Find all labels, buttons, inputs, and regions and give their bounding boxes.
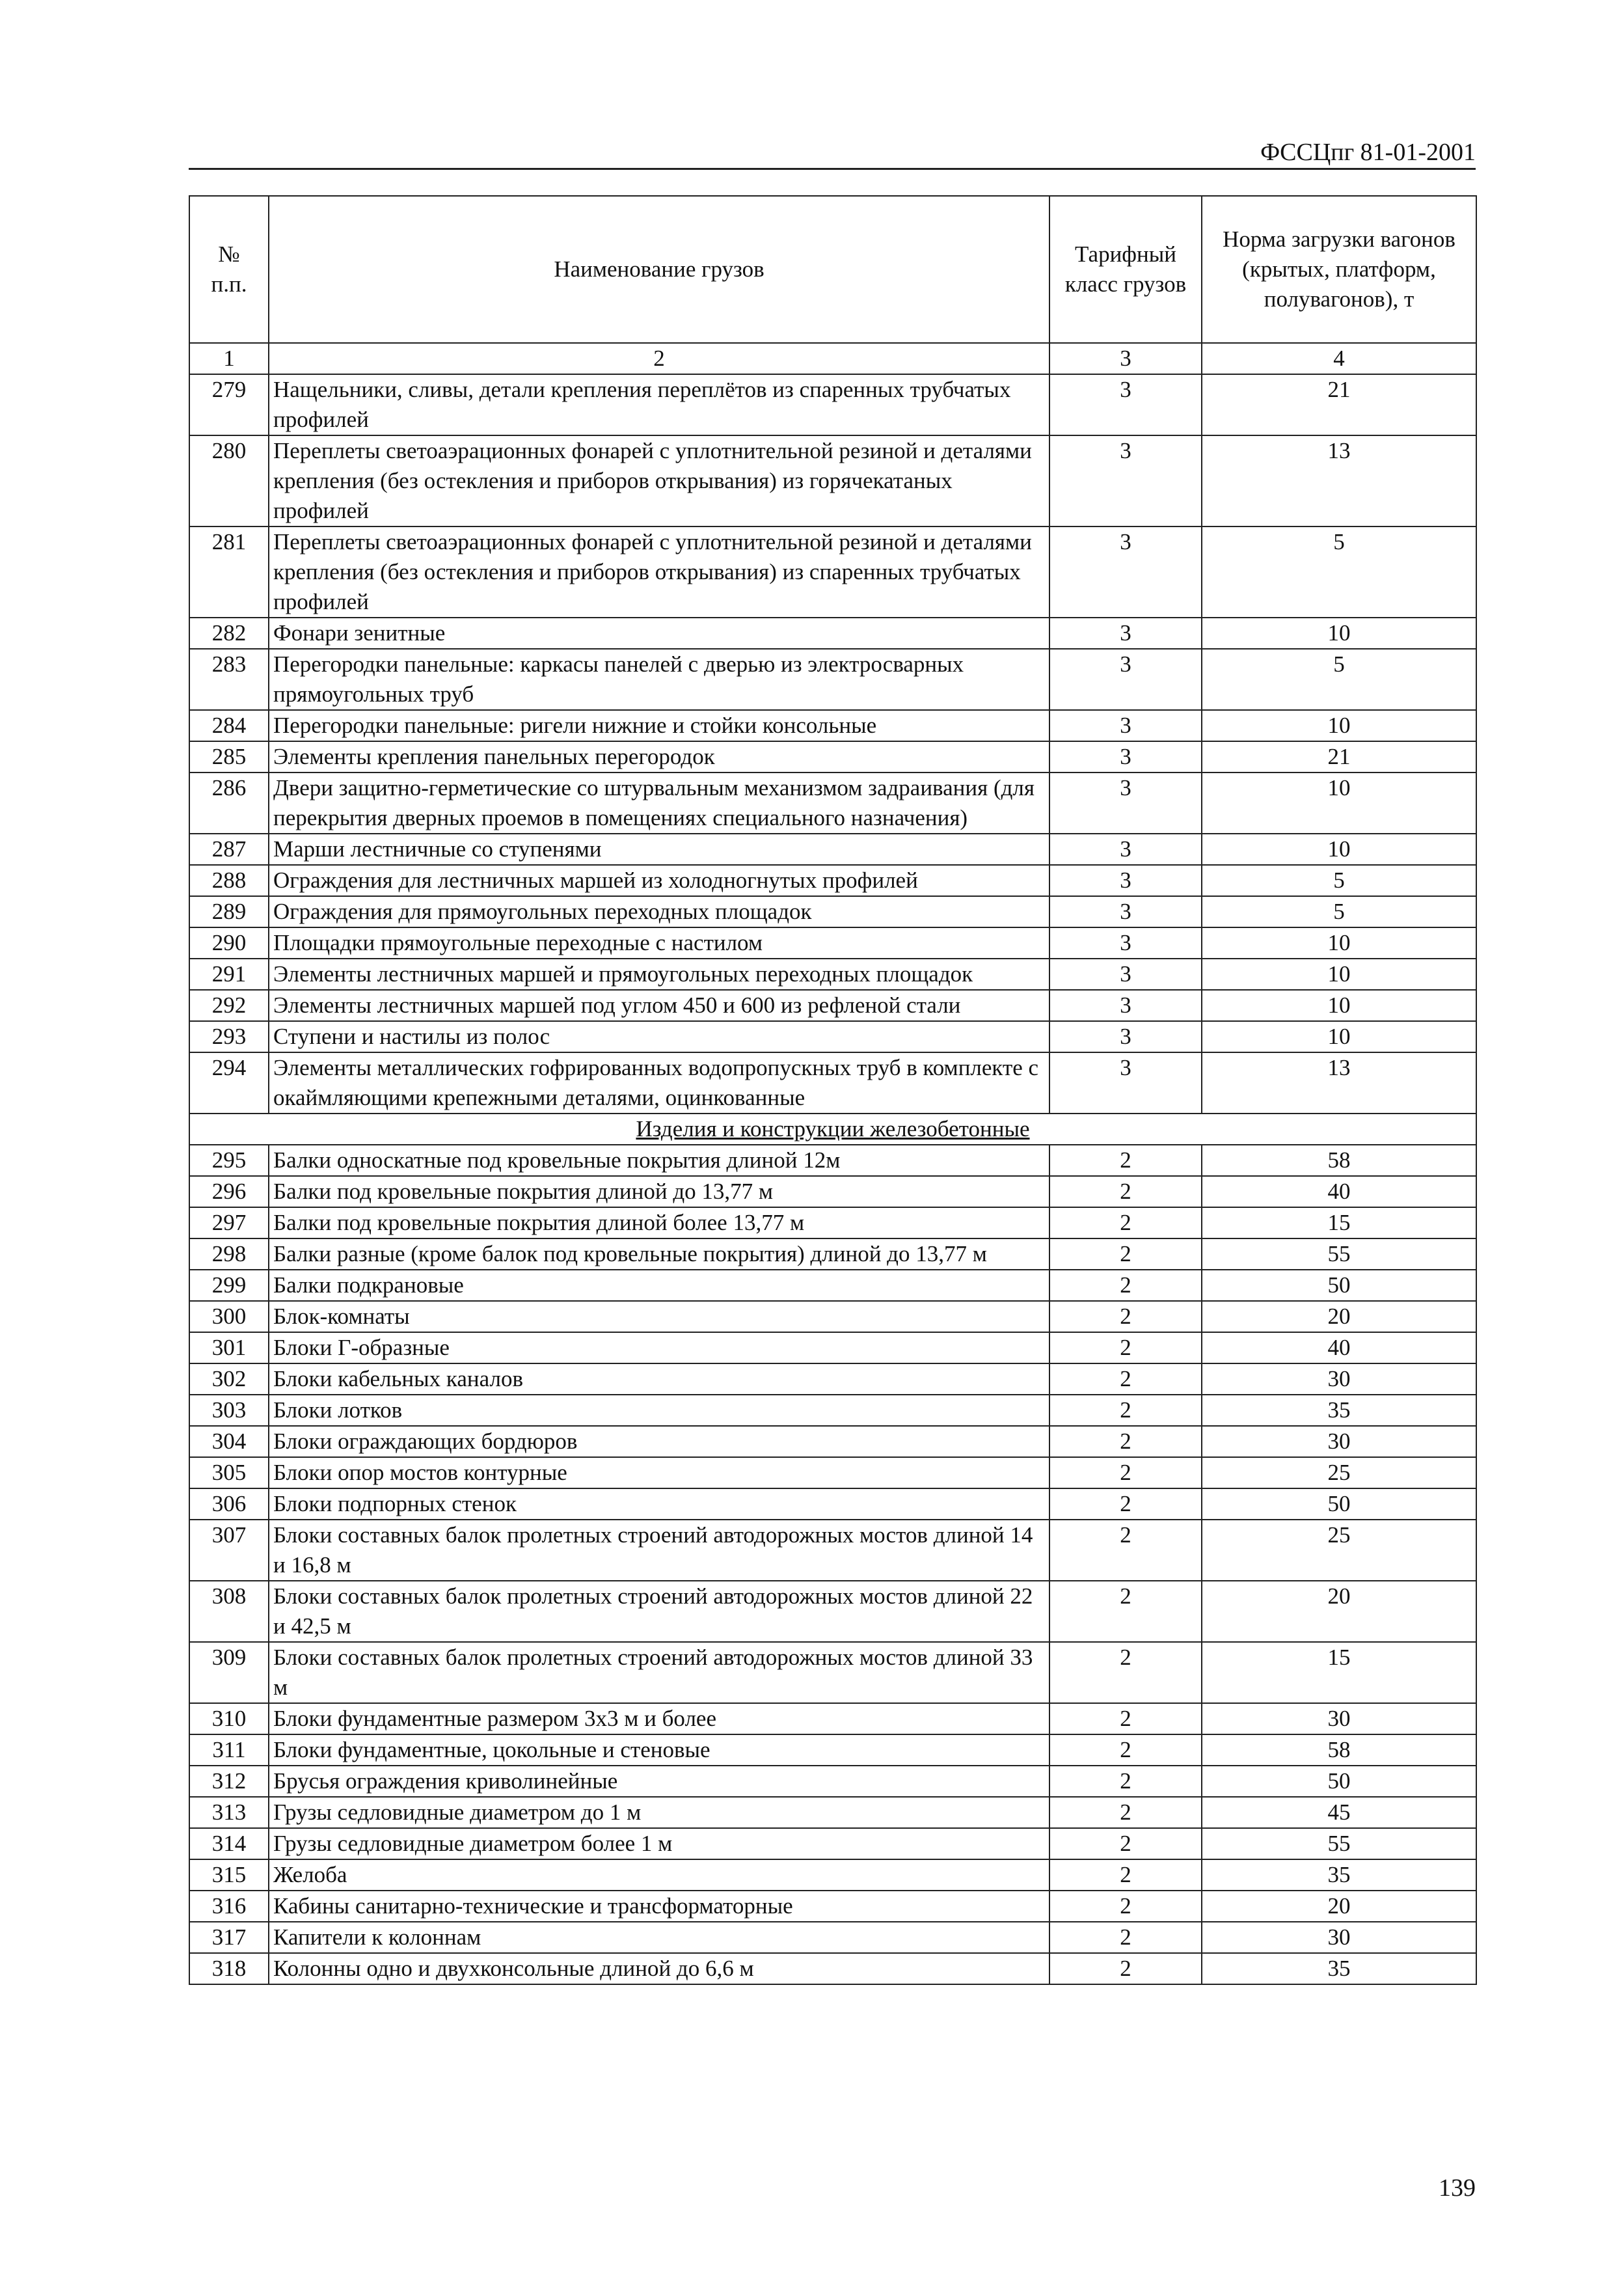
tariff-class: 2 — [1049, 1301, 1202, 1332]
row-number: 290 — [189, 927, 269, 959]
row-number: 281 — [189, 526, 269, 618]
row-number: 306 — [189, 1488, 269, 1520]
row-number: 309 — [189, 1642, 269, 1703]
header-num: № п.п. — [189, 196, 269, 343]
cargo-name: Блоки подпорных стенок — [269, 1488, 1049, 1520]
table-row — [189, 1363, 1476, 1395]
row-number: 314 — [189, 1828, 269, 1859]
row-number: 298 — [189, 1238, 269, 1270]
cargo-name: Элементы лестничных маршей и прямоугольных переходных площадок — [269, 959, 1049, 990]
load-norm: 20 — [1202, 1581, 1476, 1642]
row-number: 300 — [189, 1301, 269, 1332]
load-norm: 10 — [1202, 773, 1476, 834]
row-number: 283 — [189, 649, 269, 710]
table-row — [189, 1207, 1476, 1238]
load-norm: 30 — [1202, 1922, 1476, 1953]
table-row — [189, 927, 1476, 959]
tariff-class: 2 — [1049, 1457, 1202, 1488]
cargo-name: Переплеты светоаэрационных фонарей с уплотнительной резиной и деталями крепления (без остекления и приборов открывания) из горячекатаных профилей — [269, 435, 1049, 526]
tariff-class: 2 — [1049, 1332, 1202, 1363]
table-row — [189, 959, 1476, 990]
table-row — [189, 1488, 1476, 1520]
table-row — [189, 618, 1476, 649]
load-norm: 35 — [1202, 1953, 1476, 1984]
table-row — [189, 865, 1476, 896]
table-row — [189, 1332, 1476, 1363]
load-norm: 58 — [1202, 1145, 1476, 1176]
column-number: 3 — [1049, 343, 1202, 374]
tariff-class: 3 — [1049, 990, 1202, 1021]
row-number: 280 — [189, 435, 269, 526]
cargo-table — [189, 195, 1477, 1985]
table-row — [189, 896, 1476, 927]
row-number: 295 — [189, 1145, 269, 1176]
row-number: 286 — [189, 773, 269, 834]
cargo-name: Грузы седловидные диаметром до 1 м — [269, 1797, 1049, 1828]
table-row — [189, 1642, 1476, 1703]
section-title: Изделия и конструкции железобетонные — [189, 1114, 1476, 1145]
table-row — [189, 649, 1476, 710]
tariff-class: 2 — [1049, 1520, 1202, 1581]
cargo-name: Блоки фундаментные, цокольные и стеновые — [269, 1734, 1049, 1766]
load-norm: 5 — [1202, 526, 1476, 618]
load-norm: 13 — [1202, 435, 1476, 526]
table-row — [189, 1145, 1476, 1176]
table-row — [189, 1301, 1476, 1332]
cargo-name: Блоки ограждающих бордюров — [269, 1426, 1049, 1457]
load-norm: 10 — [1202, 927, 1476, 959]
load-norm: 50 — [1202, 1766, 1476, 1797]
cargo-name: Площадки прямоугольные переходные с настилом — [269, 927, 1049, 959]
row-number: 292 — [189, 990, 269, 1021]
cargo-name: Грузы седловидные диаметром более 1 м — [269, 1828, 1049, 1859]
table-header — [189, 196, 1476, 374]
row-number: 318 — [189, 1953, 269, 1984]
table-row — [189, 1797, 1476, 1828]
cargo-name: Блоки лотков — [269, 1395, 1049, 1426]
table-row — [189, 1426, 1476, 1457]
tariff-class: 2 — [1049, 1395, 1202, 1426]
tariff-class: 2 — [1049, 1859, 1202, 1891]
cargo-name: Блок-комнаты — [269, 1301, 1049, 1332]
cargo-name: Ограждения для лестничных маршей из холодногнутых профилей — [269, 865, 1049, 896]
cargo-name: Блоки составных балок пролетных строений автодорожных мостов длиной 22 и 42,5 м — [269, 1581, 1049, 1642]
load-norm: 15 — [1202, 1207, 1476, 1238]
row-number: 315 — [189, 1859, 269, 1891]
load-norm: 35 — [1202, 1859, 1476, 1891]
tariff-class: 3 — [1049, 773, 1202, 834]
load-norm: 21 — [1202, 374, 1476, 435]
column-number: 2 — [269, 343, 1049, 374]
document-code: ФССЦпг 81-01-2001 — [1260, 139, 1476, 166]
load-norm: 5 — [1202, 649, 1476, 710]
table-row — [189, 1922, 1476, 1953]
tariff-class: 3 — [1049, 741, 1202, 773]
load-norm: 10 — [1202, 834, 1476, 865]
cargo-name: Переплеты светоаэрационных фонарей с уплотнительной резиной и деталями крепления (без остекления и приборов открывания) из спаренных трубчатых профилей — [269, 526, 1049, 618]
rows-steel — [189, 374, 1476, 1114]
load-norm: 50 — [1202, 1270, 1476, 1301]
row-number: 282 — [189, 618, 269, 649]
tariff-class: 3 — [1049, 834, 1202, 865]
table-row — [189, 741, 1476, 773]
row-number: 316 — [189, 1891, 269, 1922]
load-norm: 45 — [1202, 1797, 1476, 1828]
tariff-class: 3 — [1049, 896, 1202, 927]
row-number: 313 — [189, 1797, 269, 1828]
cargo-name: Элементы крепления панельных перегородок — [269, 741, 1049, 773]
tariff-class: 3 — [1049, 1052, 1202, 1114]
table-row — [189, 1891, 1476, 1922]
table-row — [189, 435, 1476, 526]
tariff-class: 3 — [1049, 959, 1202, 990]
cargo-name: Перегородки панельные: каркасы панелей с дверью из электросварных прямоугольных труб — [269, 649, 1049, 710]
cargo-name: Перегородки панельные: ригели нижние и стойки консольные — [269, 710, 1049, 741]
row-number: 279 — [189, 374, 269, 435]
row-number: 311 — [189, 1734, 269, 1766]
tariff-class: 3 — [1049, 374, 1202, 435]
table-row — [189, 710, 1476, 741]
table-row — [189, 990, 1476, 1021]
table-row — [189, 1176, 1476, 1207]
cargo-name: Капители к колоннам — [269, 1922, 1049, 1953]
tariff-class: 3 — [1049, 435, 1202, 526]
cargo-name: Желоба — [269, 1859, 1049, 1891]
table-row — [189, 1457, 1476, 1488]
tariff-class: 2 — [1049, 1953, 1202, 1984]
row-number: 307 — [189, 1520, 269, 1581]
load-norm: 40 — [1202, 1332, 1476, 1363]
load-norm: 10 — [1202, 990, 1476, 1021]
table-row — [189, 374, 1476, 435]
row-number: 285 — [189, 741, 269, 773]
load-norm: 10 — [1202, 1021, 1476, 1052]
row-number: 305 — [189, 1457, 269, 1488]
row-number: 303 — [189, 1395, 269, 1426]
cargo-name: Блоки кабельных каналов — [269, 1363, 1049, 1395]
tariff-class: 2 — [1049, 1922, 1202, 1953]
load-norm: 15 — [1202, 1642, 1476, 1703]
row-number: 302 — [189, 1363, 269, 1395]
table-row — [189, 1734, 1476, 1766]
load-norm: 58 — [1202, 1734, 1476, 1766]
tariff-class: 2 — [1049, 1238, 1202, 1270]
row-number: 299 — [189, 1270, 269, 1301]
table-row — [189, 1021, 1476, 1052]
cargo-name: Балки подкрановые — [269, 1270, 1049, 1301]
header-class: Тарифный класс грузов — [1049, 196, 1202, 343]
cargo-name: Балки под кровельные покрытия длиной более 13,77 м — [269, 1207, 1049, 1238]
row-number: 312 — [189, 1766, 269, 1797]
tariff-class: 2 — [1049, 1426, 1202, 1457]
rows-concrete — [189, 1145, 1476, 1984]
table-row — [189, 1703, 1476, 1734]
load-norm: 35 — [1202, 1395, 1476, 1426]
table-row — [189, 1395, 1476, 1426]
load-norm: 30 — [1202, 1363, 1476, 1395]
cargo-name: Двери защитно-герметические со штурвальным механизмом задраивания (для перекрытия дверных проемов в помещениях специального назначения) — [269, 773, 1049, 834]
load-norm: 55 — [1202, 1238, 1476, 1270]
tariff-class: 3 — [1049, 865, 1202, 896]
cargo-name: Балки под кровельные покрытия длиной до 13,77 м — [269, 1176, 1049, 1207]
table-row — [189, 1238, 1476, 1270]
tariff-class: 3 — [1049, 649, 1202, 710]
load-norm: 30 — [1202, 1426, 1476, 1457]
load-norm: 5 — [1202, 865, 1476, 896]
table-row — [189, 526, 1476, 618]
row-number: 308 — [189, 1581, 269, 1642]
page-number: 139 — [1439, 2174, 1476, 2202]
tariff-class: 3 — [1049, 618, 1202, 649]
cargo-name: Брусья ограждения криволинейные — [269, 1766, 1049, 1797]
row-number: 288 — [189, 865, 269, 896]
table-row — [189, 1581, 1476, 1642]
table-row — [189, 1766, 1476, 1797]
header-norm: Норма загрузки вагонов (крытых, платформ, полувагонов), т — [1202, 196, 1476, 343]
cargo-name: Блоки составных балок пролетных строений автодорожных мостов длиной 33 м — [269, 1642, 1049, 1703]
tariff-class: 2 — [1049, 1642, 1202, 1703]
load-norm: 5 — [1202, 896, 1476, 927]
load-norm: 10 — [1202, 618, 1476, 649]
cargo-name: Колонны одно и двухконсольные длиной до 6,6 м — [269, 1953, 1049, 1984]
cargo-name: Элементы лестничных маршей под углом 450 и 600 из рефленой стали — [269, 990, 1049, 1021]
section-header — [189, 1114, 1476, 1145]
cargo-name: Ограждения для прямоугольных переходных площадок — [269, 896, 1049, 927]
row-number: 294 — [189, 1052, 269, 1114]
row-number: 310 — [189, 1703, 269, 1734]
tariff-class: 2 — [1049, 1270, 1202, 1301]
load-norm: 20 — [1202, 1301, 1476, 1332]
cargo-name: Элементы металлических гофрированных водопропускных труб в комплекте с окаймляющими крепежными деталями, оцинкованные — [269, 1052, 1049, 1114]
table-row — [189, 1052, 1476, 1114]
load-norm: 25 — [1202, 1457, 1476, 1488]
load-norm: 21 — [1202, 741, 1476, 773]
load-norm: 30 — [1202, 1703, 1476, 1734]
cargo-name: Блоки фундаментные размером 3х3 м и более — [269, 1703, 1049, 1734]
row-number: 291 — [189, 959, 269, 990]
load-norm: 13 — [1202, 1052, 1476, 1114]
cargo-name: Балки разные (кроме балок под кровельные покрытия) длиной до 13,77 м — [269, 1238, 1049, 1270]
cargo-name: Нащельники, сливы, детали крепления переплётов из спаренных трубчатых профилей — [269, 374, 1049, 435]
row-number: 284 — [189, 710, 269, 741]
tariff-class: 2 — [1049, 1797, 1202, 1828]
table-row — [189, 1270, 1476, 1301]
tariff-class: 2 — [1049, 1828, 1202, 1859]
tariff-class: 3 — [1049, 526, 1202, 618]
row-number: 304 — [189, 1426, 269, 1457]
load-norm: 25 — [1202, 1520, 1476, 1581]
table-row — [189, 834, 1476, 865]
tariff-class: 3 — [1049, 1021, 1202, 1052]
row-number: 289 — [189, 896, 269, 927]
row-number: 293 — [189, 1021, 269, 1052]
load-norm: 10 — [1202, 959, 1476, 990]
load-norm: 20 — [1202, 1891, 1476, 1922]
header-name: Наименование грузов — [269, 196, 1049, 343]
tariff-class: 2 — [1049, 1488, 1202, 1520]
tariff-class: 2 — [1049, 1145, 1202, 1176]
cargo-name: Балки односкатные под кровельные покрытия длиной 12м — [269, 1145, 1049, 1176]
column-number-row — [189, 343, 1476, 374]
load-norm: 10 — [1202, 710, 1476, 741]
tariff-class: 3 — [1049, 710, 1202, 741]
tariff-class: 2 — [1049, 1363, 1202, 1395]
load-norm: 55 — [1202, 1828, 1476, 1859]
row-number: 317 — [189, 1922, 269, 1953]
table-row — [189, 1953, 1476, 1984]
header-rule — [189, 168, 1476, 170]
tariff-class: 2 — [1049, 1891, 1202, 1922]
cargo-name: Блоки Г-образные — [269, 1332, 1049, 1363]
table-row — [189, 773, 1476, 834]
cargo-name: Фонари зенитные — [269, 618, 1049, 649]
row-number: 301 — [189, 1332, 269, 1363]
tariff-class: 2 — [1049, 1766, 1202, 1797]
table-row — [189, 1859, 1476, 1891]
tariff-class: 2 — [1049, 1176, 1202, 1207]
row-number: 297 — [189, 1207, 269, 1238]
column-number: 1 — [189, 343, 269, 374]
column-number: 4 — [1202, 343, 1476, 374]
tariff-class: 2 — [1049, 1703, 1202, 1734]
cargo-name: Блоки составных балок пролетных строений автодорожных мостов длиной 14 и 16,8 м — [269, 1520, 1049, 1581]
tariff-class: 3 — [1049, 927, 1202, 959]
row-number: 287 — [189, 834, 269, 865]
tariff-class: 2 — [1049, 1581, 1202, 1642]
table-row — [189, 1828, 1476, 1859]
load-norm: 50 — [1202, 1488, 1476, 1520]
cargo-name: Блоки опор мостов контурные — [269, 1457, 1049, 1488]
table-row — [189, 1520, 1476, 1581]
cargo-name: Кабины санитарно-технические и трансформаторные — [269, 1891, 1049, 1922]
tariff-class: 2 — [1049, 1207, 1202, 1238]
load-norm: 40 — [1202, 1176, 1476, 1207]
cargo-name: Ступени и настилы из полос — [269, 1021, 1049, 1052]
cargo-name: Марши лестничные со ступенями — [269, 834, 1049, 865]
row-number: 296 — [189, 1176, 269, 1207]
tariff-class: 2 — [1049, 1734, 1202, 1766]
